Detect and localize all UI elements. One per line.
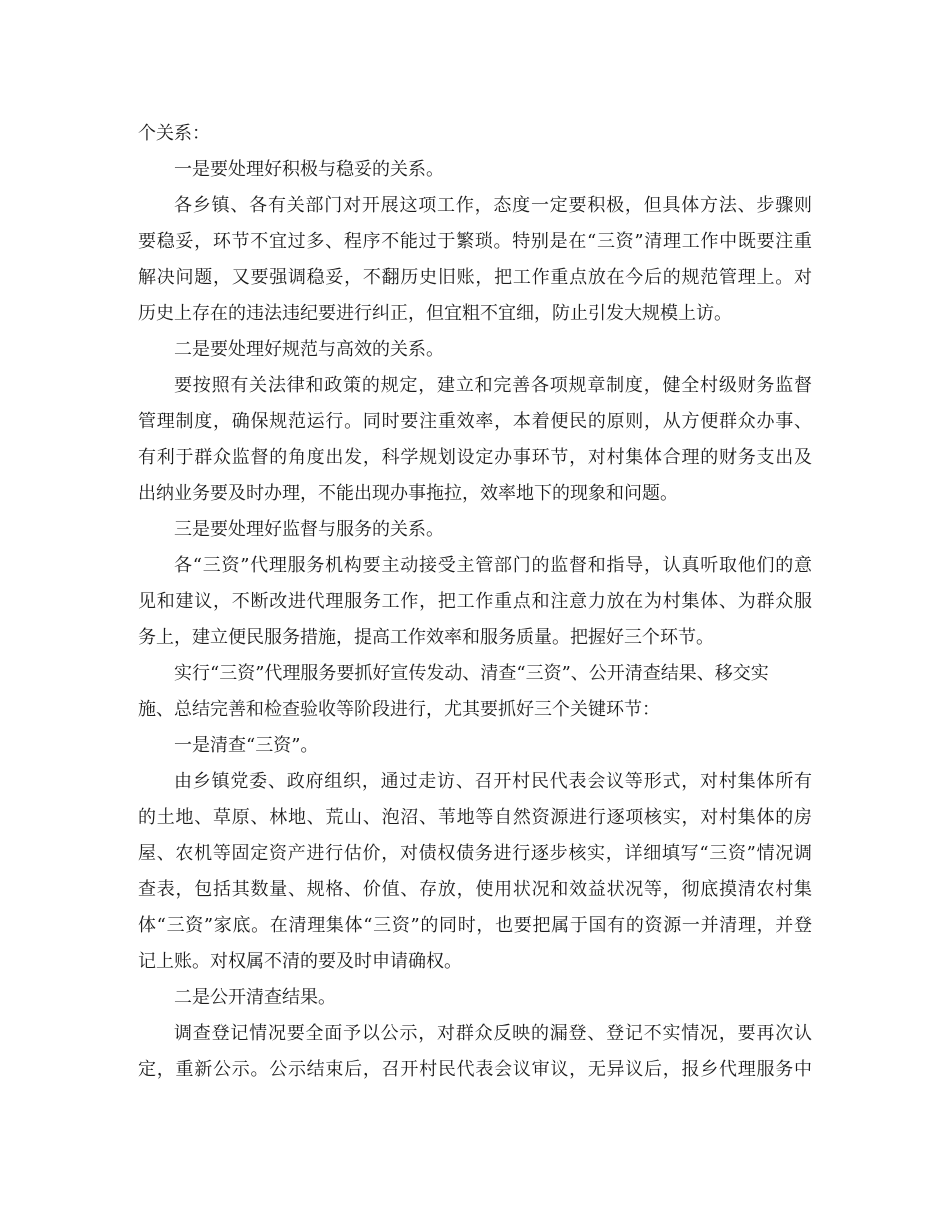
text-line: 查表，包括其数量、规格、价值、存放，使用状况和效益状况等，彻底摸清农村集	[138, 879, 812, 900]
text-line: 施、总结完善和检查验收等阶段进行，尤其要抓好三个关键环节：	[138, 699, 660, 720]
text-line: 要稳妥，环节不宜过多、程序不能过于繁琐。特别是在“三资”清理工作中既要注重	[138, 231, 812, 252]
text-line: 一是清查“三资”。	[174, 735, 319, 756]
text-line: 的土地、草原、林地、荒山、泡沼、苇地等自然资源进行逐项核实，对村集体的房	[138, 807, 812, 828]
text-line: 务上，建立便民服务措施，提高工作效率和服务质量。把握好三个环节。	[138, 627, 714, 648]
text-line: 各“三资”代理服务机构要主动接受主管部门的监督和指导，认真听取他们的意	[174, 555, 812, 576]
text-line: 屋、农机等固定资产进行估价，对债权债务进行逐步核实，详细填写“三资”情况调	[138, 843, 812, 864]
text-line: 定，重新公示。公示结束后，召开村民代表会议审议，无异议后，报乡代理服务中	[138, 1059, 812, 1080]
text-line: 管理制度，确保规范运行。同时要注重效率，本着便民的原则，从方便群众办事、	[138, 411, 812, 432]
text-line: 历史上存在的违法违纪要进行纠正，但宜粗不宜细，防止引发大规模上访。	[138, 303, 732, 324]
text-line: 调查登记情况要全面予以公示，对群众反映的漏登、登记不实情况，要再次认	[174, 1023, 812, 1044]
text-line: 一是要处理好积极与稳妥的关系。	[174, 159, 444, 180]
text-line: 体“三资”家底。在清理集体“三资”的同时，也要把属于国有的资源一并清理，并登	[138, 915, 812, 936]
text-line: 出纳业务要及时办理，不能出现办事拖拉，效率地下的现象和问题。	[138, 483, 678, 504]
text-line: 记上账。对权属不清的要及时申请确权。	[138, 951, 462, 972]
text-line: 见和建议，不断改进代理服务工作，把工作重点和注意力放在为村集体、为群众服	[138, 591, 812, 612]
text-line: 由乡镇党委、政府组织，通过走访、召开村民代表会议等形式，对村集体所有	[174, 771, 812, 792]
document-body	[138, 116, 812, 1088]
text-line: 各乡镇、各有关部门对开展这项工作，态度一定要积极，但具体方法、步骤则	[174, 195, 812, 216]
text-line: 实行“三资”代理服务要抓好宣传发动、清查“三资”、公开清查结果、移交实	[174, 663, 769, 684]
text-line: 解决问题，又要强调稳妥，不翻历史旧账，把工作重点放在今后的规范管理上。对	[138, 267, 812, 288]
text-line: 二是要处理好规范与高效的关系。	[174, 339, 444, 360]
text-line: 有利于群众监督的角度出发，科学规划设定办事环节，对村集体合理的财务支出及	[138, 447, 812, 468]
text-line: 要按照有关法律和政策的规定，建立和完善各项规章制度，健全村级财务监督	[174, 375, 812, 396]
text-line: 三是要处理好监督与服务的关系。	[174, 519, 444, 540]
text-line: 二是公开清查结果。	[174, 987, 336, 1008]
text-line: 个关系：	[138, 123, 210, 144]
